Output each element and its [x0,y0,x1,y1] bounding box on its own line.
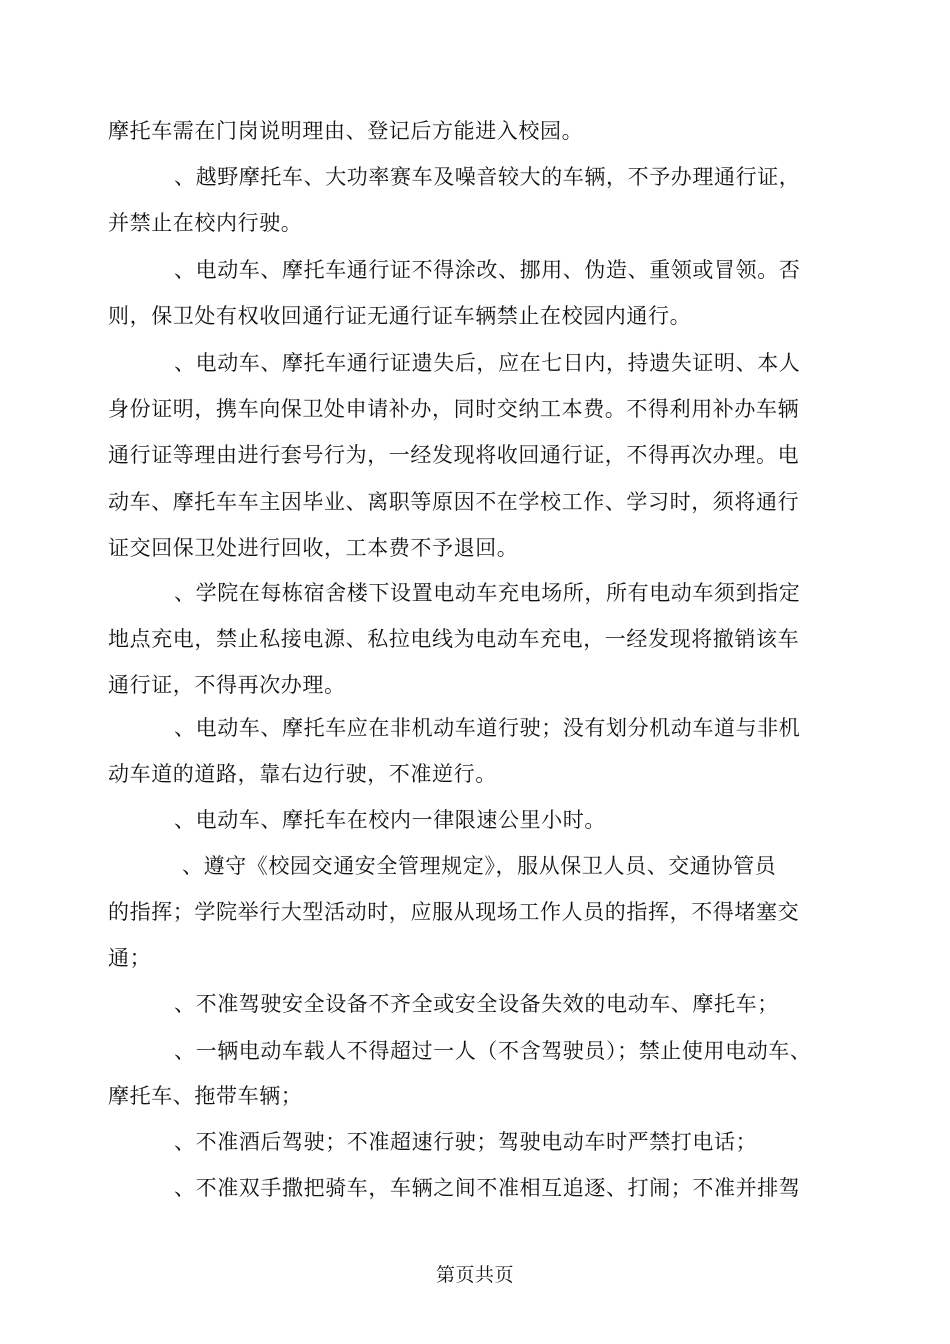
text-line: 、电动车、摩托车应在非机动车道行驶；没有划分机动车道与非机 [174,716,801,740]
text-line: 动车道的道路，靠右边行驶，不准逆行。 [108,762,497,786]
text-line: 、一辆电动车载人不得超过一人（不含驾驶员）；禁止使用电动车、 [174,1039,812,1063]
text-line: 摩托车需在门岗说明理由、登记后方能进入校园。 [108,119,584,143]
text-line: 、电动车、摩托车通行证不得涂改、挪用、伪造、重领或冒领。否 [174,258,801,282]
text-line: 、不准驾驶安全设备不齐全或安全设备失效的电动车、摩托车； [174,992,779,1016]
text-line: 动车、摩托车车主因毕业、离职等原因不在学校工作、学习时，须将通行 [108,490,800,514]
text-line: 摩托车、拖带车辆； [108,1084,303,1108]
text-line: 、遵守《校园交通安全管理规定》，服从保卫人员、交通协管员 [182,854,777,878]
text-line: 则，保卫处有权收回通行证无通行证车辆禁止在校园内通行。 [108,304,692,328]
text-line: 通； [108,946,152,970]
page-number-footer: 第页共页 [435,1264,514,1286]
text-line: 、不准双手撒把骑车，车辆之间不准相互追逐、打闹；不准并排驾 [174,1176,801,1200]
text-line: 证交回保卫处进行回收，工本费不予退回。 [108,536,519,560]
text-line: 身份证明，携车向保卫处申请补办，同时交纳工本费。不得利用补办车辆 [108,397,800,421]
text-line: 通行证，不得再次办理。 [108,673,346,697]
text-line: 并禁止在校内行驶。 [108,211,303,235]
text-line: 、电动车、摩托车通行证遗失后，应在七日内，持遗失证明、本人 [174,351,801,375]
text-line: 、电动车、摩托车在校内一律限速公里小时。 [174,808,606,832]
text-line: 的指挥；学院举行大型活动时，应服从现场工作人员的指挥，不得堵塞交 [108,900,800,924]
text-line: 、越野摩托车、大功率赛车及噪音较大的车辆，不予办理通行证， [174,165,801,189]
text-line: 、学院在每栋宿舍楼下设置电动车充电场所，所有电动车须到指定 [174,581,801,605]
text-line: 地点充电，禁止私接电源、私拉电线为电动车充电，一经发现将撤销该车 [108,627,800,651]
text-line: 、不准酒后驾驶；不准超速行驶；驾驶电动车时严禁打电话； [174,1130,758,1154]
text-line: 通行证等理由进行套号行为，一经发现将收回通行证，不得再次办理。电 [108,443,800,467]
